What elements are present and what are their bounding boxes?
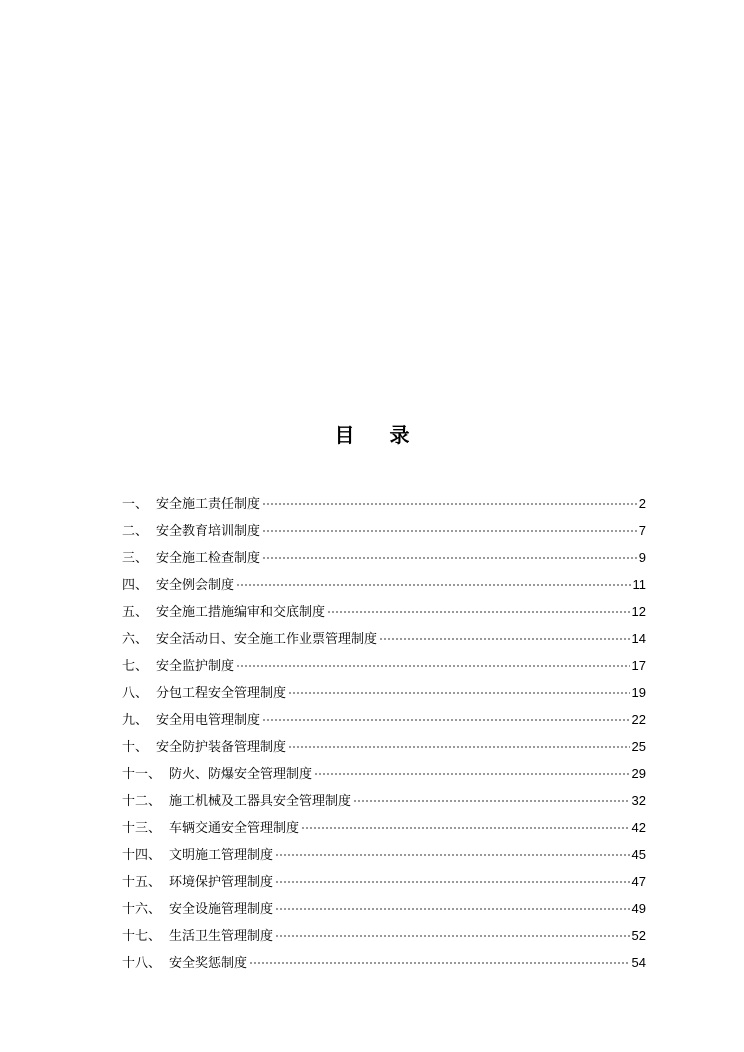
toc-entry-page: 2 [638,496,646,511]
toc-entry-number: 十五、 [122,875,162,890]
toc-entry-number: 七、 [122,659,149,674]
toc-entry-page: 49 [631,901,646,916]
toc-dot-leader [301,827,630,829]
toc-dot-leader [236,665,630,667]
toc-entry-title: 安全教育培训制度 [156,524,261,539]
toc-dot-leader [236,584,630,586]
toc-entry-page: 25 [631,739,646,754]
toc-entry-page: 52 [631,928,646,943]
toc-entry-number: 一、 [122,497,149,512]
toc-entry-page: 47 [631,874,646,889]
toc-entry[interactable] [122,949,646,976]
toc-entry-title: 车辆交通安全管理制度 [169,821,300,836]
toc-entry-page: 29 [631,766,646,781]
toc-entry-number: 十二、 [122,794,162,809]
toc-entry-title: 安全活动日、安全施工作业票管理制度 [156,632,378,647]
toc-entry-title: 生活卫生管理制度 [169,929,274,944]
toc-entry[interactable] [122,760,646,787]
toc-entry[interactable] [122,544,646,571]
toc-entry-number: 四、 [122,578,149,593]
toc-entry[interactable] [122,922,646,949]
toc-entry-number: 十四、 [122,848,162,863]
toc-entry-number: 十六、 [122,902,162,917]
toc-entry-title: 安全例会制度 [156,578,235,593]
toc-dot-leader [275,881,630,883]
toc-entry-page: 32 [631,793,646,808]
toc-entry[interactable] [122,895,646,922]
toc-entry-number: 九、 [122,713,149,728]
toc-dot-leader [275,935,630,937]
toc-entry-title: 施工机械及工器具安全管理制度 [169,794,352,809]
toc-entry-page: 54 [631,955,646,970]
toc-dot-leader [327,611,630,613]
toc-entry-title: 安全用电管理制度 [156,713,261,728]
toc-entry-title: 安全设施管理制度 [169,902,274,917]
toc-entry-title: 防火、防爆安全管理制度 [169,767,313,782]
toc-entry-title: 安全防护装备管理制度 [156,740,287,755]
toc-entry[interactable] [122,490,646,517]
toc-entry-page: 17 [631,658,646,673]
toc-entry-page: 9 [638,550,646,565]
toc-dot-leader [379,638,630,640]
toc-entry[interactable] [122,598,646,625]
toc-dot-leader [288,692,630,694]
toc-entry-number: 十七、 [122,929,162,944]
toc-dot-leader [353,800,630,802]
toc-entry-number: 五、 [122,605,149,620]
toc-dot-leader [275,908,630,910]
toc-entry-title: 环境保护管理制度 [169,875,274,890]
toc-entry-title: 安全施工检查制度 [156,551,261,566]
toc-entry[interactable] [122,787,646,814]
toc-entry-title: 安全施工措施编审和交底制度 [156,605,326,620]
toc-entry[interactable] [122,517,646,544]
toc-entry-title: 分包工程安全管理制度 [156,686,287,701]
toc-entry-page: 11 [632,577,646,592]
toc-dot-leader [314,773,630,775]
toc-dot-leader [288,746,630,748]
toc-entry[interactable] [122,733,646,760]
toc-entry-page: 42 [631,820,646,835]
toc-dot-leader [275,854,630,856]
toc-entry-number: 十、 [122,740,149,755]
toc-entry-page: 22 [631,712,646,727]
toc-entry-number: 八、 [122,686,149,701]
toc-entry-number: 六、 [122,632,149,647]
toc-entry-page: 14 [631,631,646,646]
toc-dot-leader [262,719,630,721]
toc-entry[interactable] [122,868,646,895]
toc-entry-number: 十三、 [122,821,162,836]
toc-entry-page: 45 [631,847,646,862]
toc-entry[interactable] [122,652,646,679]
toc-entry[interactable] [122,814,646,841]
toc-entry[interactable] [122,625,646,652]
toc-dot-leader [262,503,637,505]
toc-dot-leader [249,962,630,964]
toc-list [122,490,646,976]
toc-dot-leader [262,557,637,559]
toc-entry-title: 安全监护制度 [156,659,235,674]
toc-entry-page: 12 [631,604,646,619]
toc-entry-number: 十一、 [122,767,162,782]
toc-entry[interactable] [122,571,646,598]
toc-entry-number: 三、 [122,551,149,566]
toc-title: 目 录 [334,423,424,447]
toc-entry-number: 十八、 [122,956,162,971]
toc-entry-page: 7 [638,523,646,538]
toc-entry-page: 19 [631,685,646,700]
toc-entry[interactable] [122,679,646,706]
toc-entry-title: 安全施工责任制度 [156,497,261,512]
toc-entry[interactable] [122,706,646,733]
toc-entry-title: 文明施工管理制度 [169,848,274,863]
toc-entry-number: 二、 [122,524,149,539]
toc-dot-leader [262,530,637,532]
toc-entry-title: 安全奖惩制度 [169,956,248,971]
toc-entry[interactable] [122,841,646,868]
